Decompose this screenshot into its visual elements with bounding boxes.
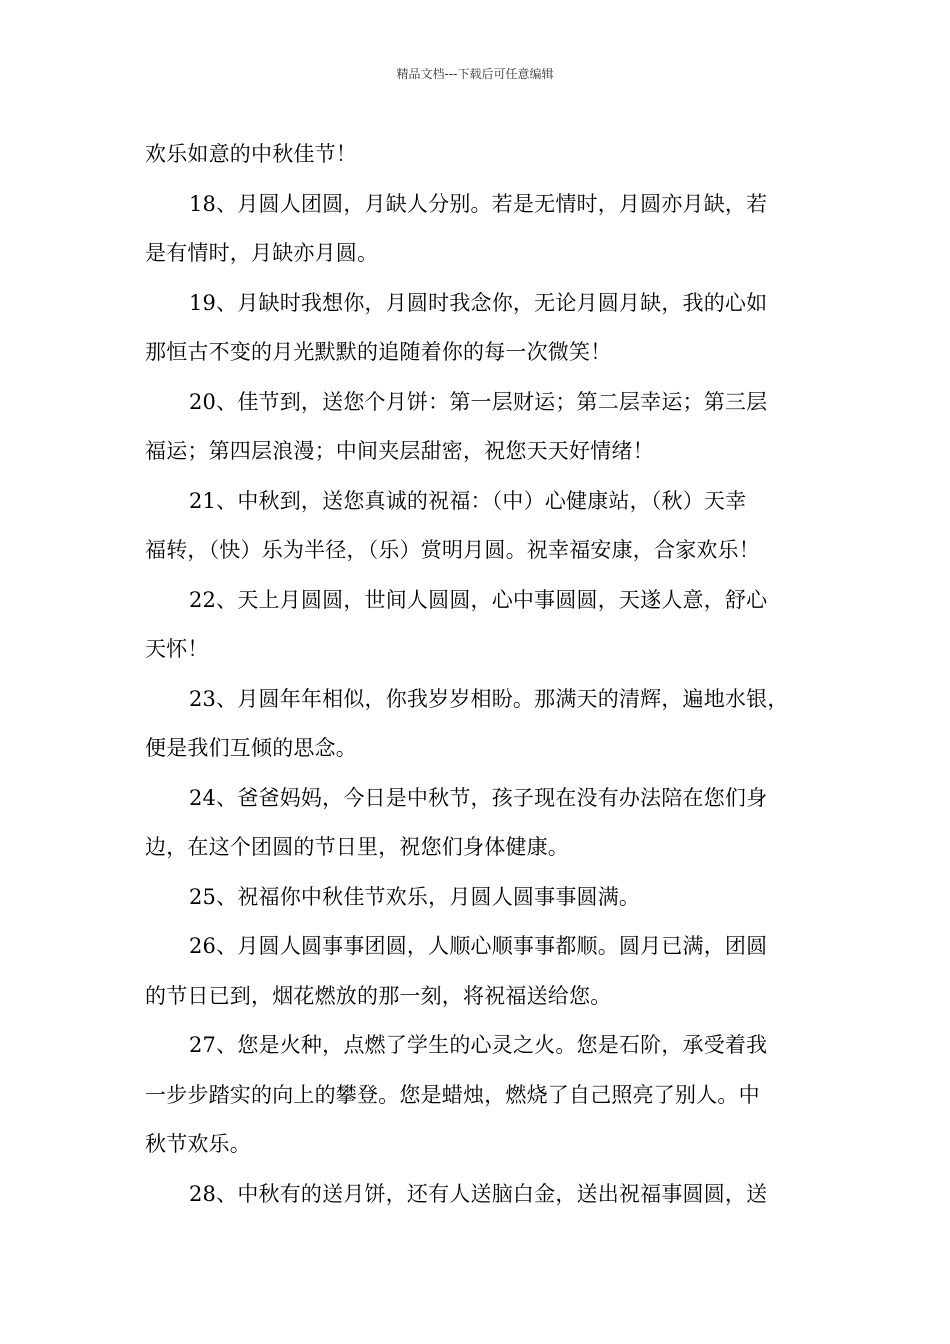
paragraph-24: 24、爸爸妈妈，今日是中秋节，孩子现在没有办法陪在您们身 边，在这个团圆的节日里，祝您们身体健康。 — [145, 785, 768, 859]
page-header: 精品文档---下载后可任意编辑 — [396, 67, 554, 81]
document-body — [145, 130, 825, 1219]
paragraph-22: 22、天上月圆圆，世间人圆圆，心中事圆圆，天遂人意，舒心 天怀！ — [145, 587, 768, 661]
paragraph-27: 27、您是火种，点燃了学生的心灵之火。您是石阶，承受着我 一步步踏实的向上的攀登。您是蜡烛，燃烧了自己照亮了别人。中 秋节欢乐。 — [145, 1033, 768, 1156]
paragraph-19: 19、月缺时我想你，月圆时我念你，无论月圆月缺，我的心如 那恒古不变的月光默默的追随着你的每一次微笑！ — [145, 290, 768, 364]
paragraph-18: 18、月圆人团圆，月缺人分别。若是无情时，月圆亦月缺，若 是有情时，月缺亦月圆。 — [145, 191, 768, 265]
paragraph-21: 21、中秋到，送您真诚的祝福：（中）心健康站，（秋）天幸 福转，（快）乐为半径，（乐）赏明月圆。祝幸福安康，合家欢乐！ — [145, 488, 760, 562]
paragraph-25: 25、祝福你中秋佳节欢乐，月圆人圆事事圆满。 — [189, 884, 641, 909]
paragraph-26: 26、月圆人圆事事团圆，人顺心顺事事都顺。圆月已满，团圆 的节日已到，烟花燃放的那一刻，将祝福送给您。 — [145, 934, 768, 1008]
paragraph-20: 20、佳节到，送您个月饼：第一层财运；第二层幸运；第三层 福运；第四层浪漫；中间夹层甜密，祝您天天好情绪！ — [145, 389, 768, 463]
paragraph-28: 28、中秋有的送月饼，还有人送脑白金，送出祝福事圆圆，送 — [189, 1181, 768, 1206]
paragraph-continuation: 欢乐如意的中秋佳节！ — [145, 142, 357, 166]
paragraph-23: 23、月圆年年相似，你我岁岁相盼。那满天的清辉，遍地水银， 便是我们互倾的思念。 — [145, 686, 789, 760]
